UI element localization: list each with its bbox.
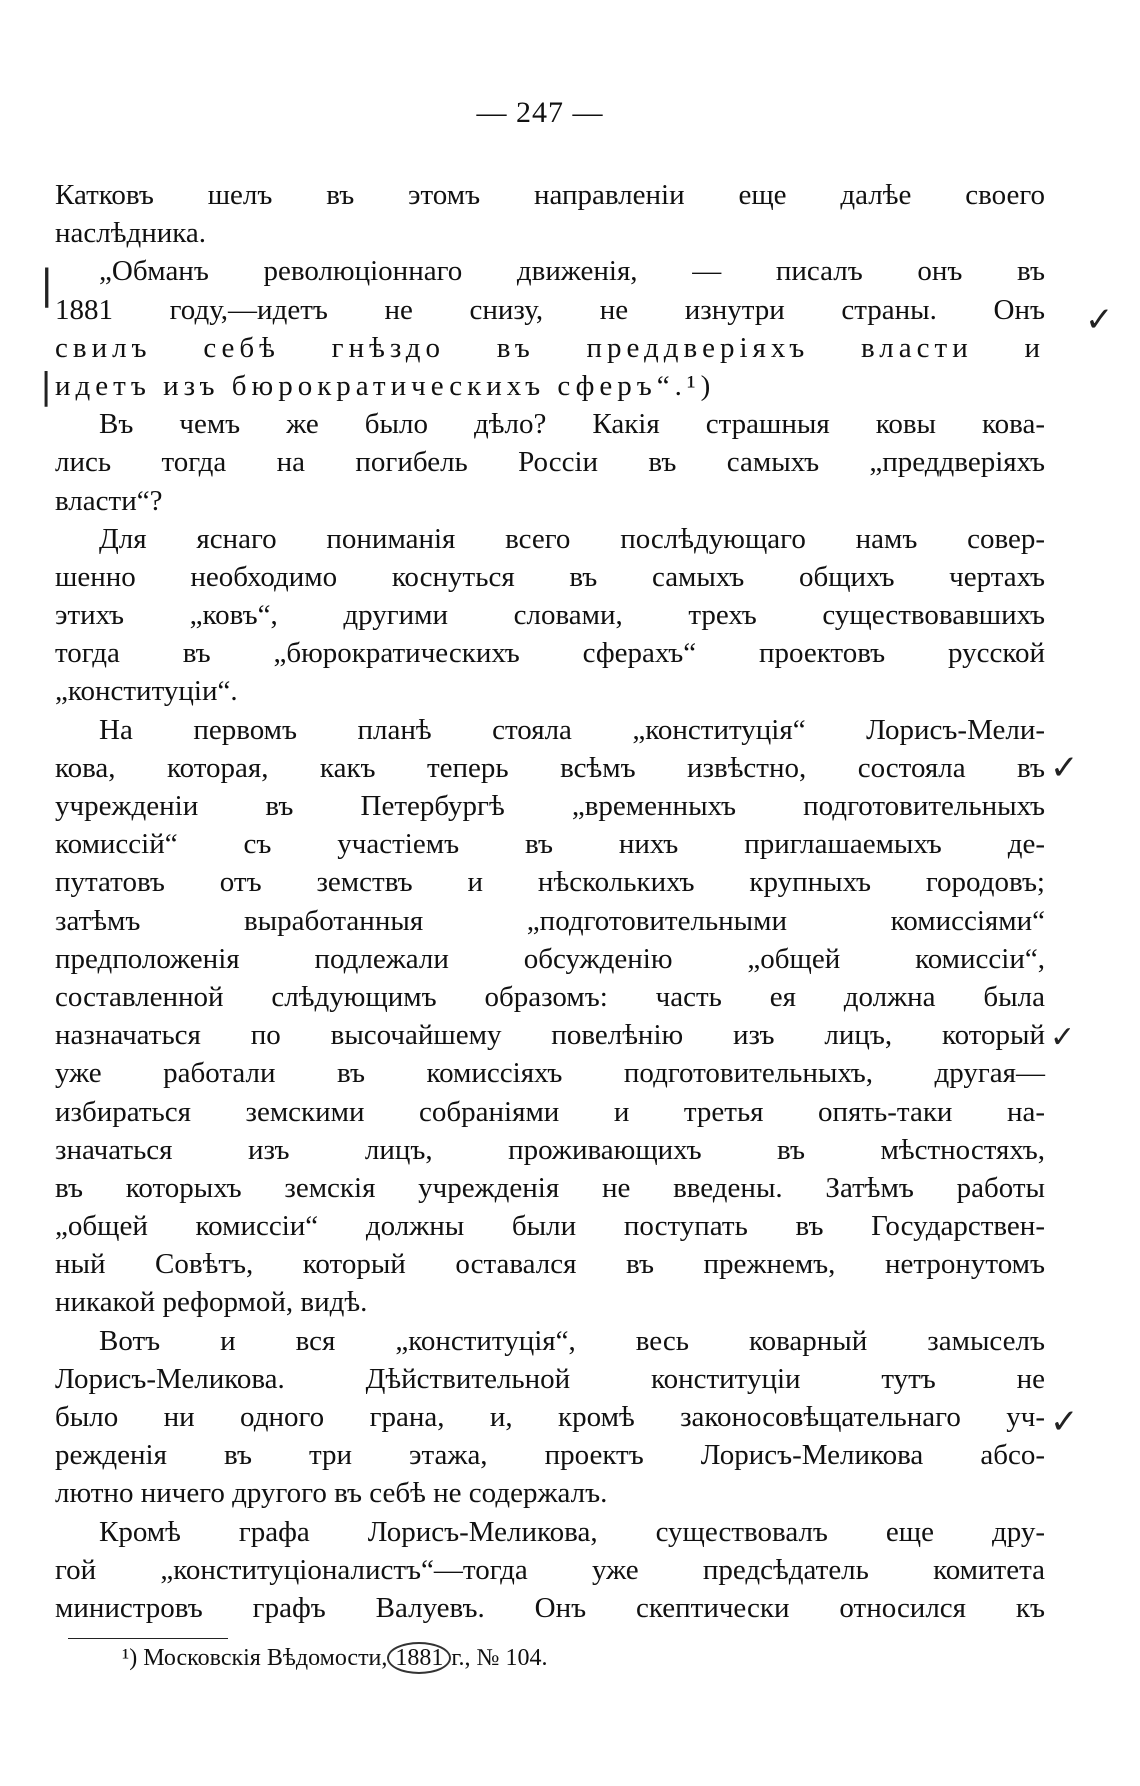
text-line: шенно необходимо коснуться въ самыхъ общихъ чертахъ — [55, 560, 1045, 593]
text-line: путатовъ отъ земствъ и нѣсколькихъ крупныхъ городовъ; — [55, 866, 1045, 899]
margin-bracket-mark: | — [40, 262, 54, 308]
text-line: кова, которая, какъ теперь всѣмъ извѣстно, состояла въ — [55, 751, 1045, 784]
text-line: Вотъ и вся „конституція“, весь коварный замыселъ — [99, 1324, 1045, 1357]
text-line: уже работали въ комиссіяхъ подготовительныхъ, другая— — [55, 1057, 1045, 1090]
footnote-issue: г., № 104. — [451, 1645, 548, 1671]
text-line: власти“? — [55, 484, 163, 517]
text-line: режденія въ три этажа, проектъ Лорисъ-Меликова абсо- — [55, 1439, 1045, 1472]
text-line: 1881 году,—идетъ не снизу, не изнутри страны. Онъ — [55, 293, 1045, 326]
footnote-source: Московскія Вѣдомости, — [143, 1645, 388, 1671]
footnote-marker: ¹) — [122, 1645, 138, 1671]
text-line: значаться изъ лицъ, проживающихъ въ мѣстностяхъ, — [55, 1133, 1045, 1166]
margin-check-mark: ✓ — [1050, 1020, 1076, 1055]
footnote — [122, 1642, 547, 1674]
text-line: идетъ изъ бюрократическихъ сферъ“.¹) — [55, 369, 716, 402]
text-line: никакой реформой, видѣ. — [55, 1286, 368, 1319]
text-line: свилъ себѣ гнѣздо въ преддверіяхъ власти и — [55, 331, 1045, 364]
text-line: комиссій“ съ участіемъ въ нихъ приглашаемыхъ де- — [55, 828, 1045, 861]
text-line: лютно ничего другого въ себѣ не содержалъ. — [55, 1477, 608, 1510]
text-line: затѣмъ выработанныя „подготовительными комиссіями“ — [55, 904, 1045, 937]
text-line: Для яснаго пониманія всего послѣдующаго намъ совер- — [99, 522, 1045, 555]
text-line: министровъ графъ Валуевъ. Онъ скептически относился къ — [55, 1591, 1045, 1624]
text-line: въ которыхъ земскія учрежденія не введены. Затѣмъ работы — [55, 1171, 1045, 1204]
text-line: составленной слѣдующимъ образомъ: часть ея должна была — [55, 980, 1045, 1013]
text-line: предположенія подлежали обсужденію „общей комиссіи“, — [55, 942, 1045, 975]
text-line: гой „конституціоналистъ“—тогда уже предсѣдатель комитета — [55, 1553, 1045, 1586]
text-line: Въ чемъ же было дѣло? Какія страшныя ковы кова- — [99, 408, 1045, 441]
text-line: этихъ „ковъ“, другими словами, трехъ существовавшихъ — [55, 599, 1045, 632]
margin-check-mark: ✓ — [1050, 1402, 1079, 1442]
text-line: было ни одного грана, и, кромѣ законосовѣщательнаго уч- — [55, 1401, 1045, 1433]
text-line: Катковъ шелъ въ этомъ направленіи еще далѣе своего — [55, 179, 1045, 211]
text-line: ный Совѣтъ, который оставался въ прежнемъ, нетронутомъ — [55, 1248, 1045, 1281]
text-line: избираться земскими собраніями и третья опять-таки на- — [55, 1095, 1045, 1128]
text-line: На первомъ планѣ стояла „конституція“ Лорисъ-Мели- — [99, 713, 1045, 746]
text-line: „конституціи“. — [55, 675, 238, 708]
text-line: лись тогда на погибель Россіи въ самыхъ „преддверіяхъ — [55, 446, 1045, 479]
margin-check-mark: ✓ — [1050, 748, 1079, 788]
text-line: тогда въ „бюрократическихъ сферахъ“ проектовъ русской — [55, 637, 1045, 670]
text-line: Лорисъ-Меликова. Дѣйствительной конституціи тутъ не — [55, 1362, 1045, 1395]
text-line: наслѣдника. — [55, 217, 207, 250]
text-line: назначаться по высочайшему повелѣнію изъ лицъ, который — [55, 1019, 1045, 1052]
footnote-rule — [68, 1638, 228, 1639]
text-line: „общей комиссіи“ должны были поступать въ Государствен- — [55, 1210, 1045, 1243]
text-line: „Обманъ революціоннаго движенія, — писалъ онъ въ — [99, 255, 1045, 288]
body-text — [55, 176, 1045, 1627]
margin-check-mark: ✓ — [1085, 300, 1114, 340]
footnote-year: 1881 — [387, 1642, 451, 1674]
margin-bracket-mark: | — [40, 366, 53, 407]
page-number: — 247 — — [476, 96, 604, 129]
text-line: Кромѣ графа Лорисъ-Меликова, существовалъ еще дру- — [99, 1515, 1045, 1548]
text-line: учрежденіи въ Петербургѣ „временныхъ подготовительныхъ — [55, 790, 1045, 822]
